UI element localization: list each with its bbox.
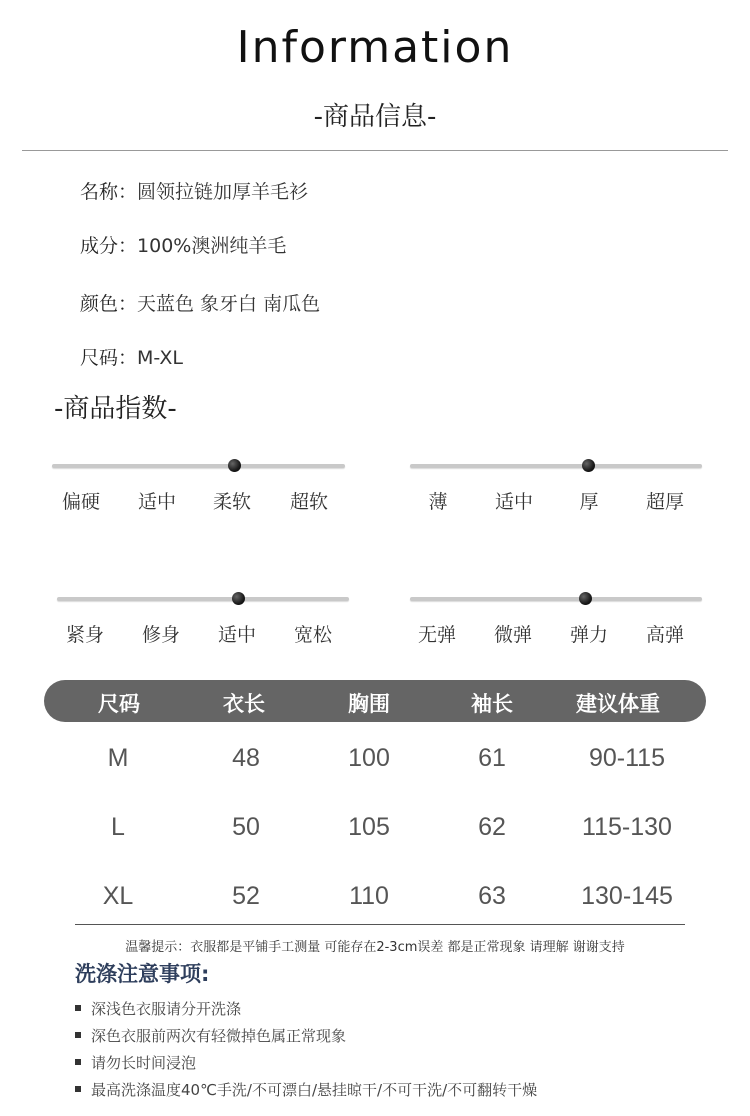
tick-label: 无弹 — [417, 624, 457, 646]
info-material-value: 100%澳洲纯羊毛 — [137, 235, 287, 257]
softness-slider — [52, 454, 345, 480]
info-name-value: 圆领拉链加厚羊毛衫 — [137, 181, 309, 203]
tick-label: 宽松 — [293, 624, 333, 646]
slider-knob — [228, 459, 241, 472]
info-color-row — [80, 289, 320, 316]
table-cell: 115-130 — [582, 813, 672, 841]
info-color-value: 天蓝色 象牙白 南瓜色 — [137, 293, 321, 315]
table-cell: XL — [102, 882, 134, 910]
elasticity-labels — [0, 620, 750, 646]
slider-track — [52, 464, 345, 468]
info-size-value: M-XL — [137, 347, 183, 369]
elasticity-slider — [410, 587, 702, 613]
table-cell: 130-145 — [581, 882, 673, 910]
index-section-title: -商品指数- — [54, 394, 177, 424]
care-item-text: 请勿长时间浸泡 — [91, 1054, 197, 1072]
tick-label: 薄 — [428, 491, 448, 513]
table-bottom-rule — [75, 924, 685, 925]
table-header-cell: 袖长 — [471, 692, 513, 716]
bullet-icon — [75, 1086, 81, 1092]
care-item — [75, 1025, 346, 1046]
tick-label: 超软 — [289, 491, 329, 513]
info-material-row — [80, 231, 286, 258]
table-cell: 48 — [232, 744, 260, 772]
slider-track — [57, 597, 349, 601]
table-header-cell: 建议体重 — [576, 692, 660, 716]
table-cell: 61 — [478, 744, 506, 772]
table-cell: 63 — [478, 882, 506, 910]
bullet-icon — [75, 1005, 81, 1011]
page-title: Information — [236, 22, 514, 73]
size-table-header — [44, 680, 706, 722]
care-item — [75, 1052, 196, 1073]
care-item — [75, 1079, 537, 1100]
care-item-text: 深色衣服前两次有轻微掉色属正常现象 — [91, 1027, 347, 1045]
tick-label: 超厚 — [645, 491, 685, 513]
table-row — [0, 744, 750, 784]
info-name-row — [80, 177, 308, 204]
info-name-label: 名称： — [80, 181, 138, 203]
tick-label: 偏硬 — [61, 491, 101, 513]
tick-label: 微弹 — [493, 624, 533, 646]
table-row — [0, 813, 750, 853]
table-row — [0, 882, 750, 922]
table-header-cell: 胸围 — [348, 692, 390, 716]
thickness-slider — [410, 454, 702, 480]
tick-label: 适中 — [494, 491, 534, 513]
table-cell: 62 — [478, 813, 506, 841]
table-cell: M — [107, 744, 129, 772]
tick-label: 厚 — [579, 491, 599, 513]
info-color-label: 颜色： — [80, 293, 138, 315]
table-header-cell: 尺码 — [98, 692, 140, 716]
tick-label: 紧身 — [65, 624, 105, 646]
care-title: 洗涤注意事项: — [75, 962, 210, 986]
thickness-labels — [0, 487, 750, 513]
info-size-row — [80, 343, 183, 370]
divider — [22, 150, 728, 151]
care-item — [75, 998, 241, 1019]
tick-label: 适中 — [217, 624, 257, 646]
fit-slider — [57, 587, 349, 613]
tick-label: 高弹 — [645, 624, 685, 646]
bullet-icon — [75, 1032, 81, 1038]
slider-knob — [582, 459, 595, 472]
tick-label: 修身 — [141, 624, 181, 646]
info-size-label: 尺码： — [80, 347, 138, 369]
tick-label: 适中 — [137, 491, 177, 513]
slider-track — [410, 597, 702, 601]
info-material-label: 成分： — [80, 235, 138, 257]
table-cell: 50 — [232, 813, 260, 841]
table-cell: 90-115 — [589, 744, 665, 772]
table-header-cell: 衣长 — [223, 692, 265, 716]
table-cell: 105 — [348, 813, 390, 841]
care-item-text: 最高洗涤温度40℃手洗/不可漂白/悬挂晾干/不可干洗/不可翻转干燥 — [91, 1081, 538, 1099]
slider-track — [410, 464, 702, 468]
table-cell: 110 — [349, 882, 389, 910]
bullet-icon — [75, 1059, 81, 1065]
table-cell: 52 — [232, 882, 260, 910]
slider-knob — [579, 592, 592, 605]
measurement-note: 温馨提示：衣服都是平铺手工测量 可能存在2-3cm误差 都是正常现象 请理解 谢谢支持 — [125, 940, 625, 955]
table-cell: 100 — [348, 744, 390, 772]
page-subtitle: -商品信息- — [313, 102, 437, 132]
slider-knob — [232, 592, 245, 605]
tick-label: 弹力 — [569, 624, 609, 646]
care-item-text: 深浅色衣服请分开洗涤 — [91, 1000, 242, 1018]
table-cell: L — [111, 813, 125, 841]
tick-label: 柔软 — [212, 491, 252, 513]
